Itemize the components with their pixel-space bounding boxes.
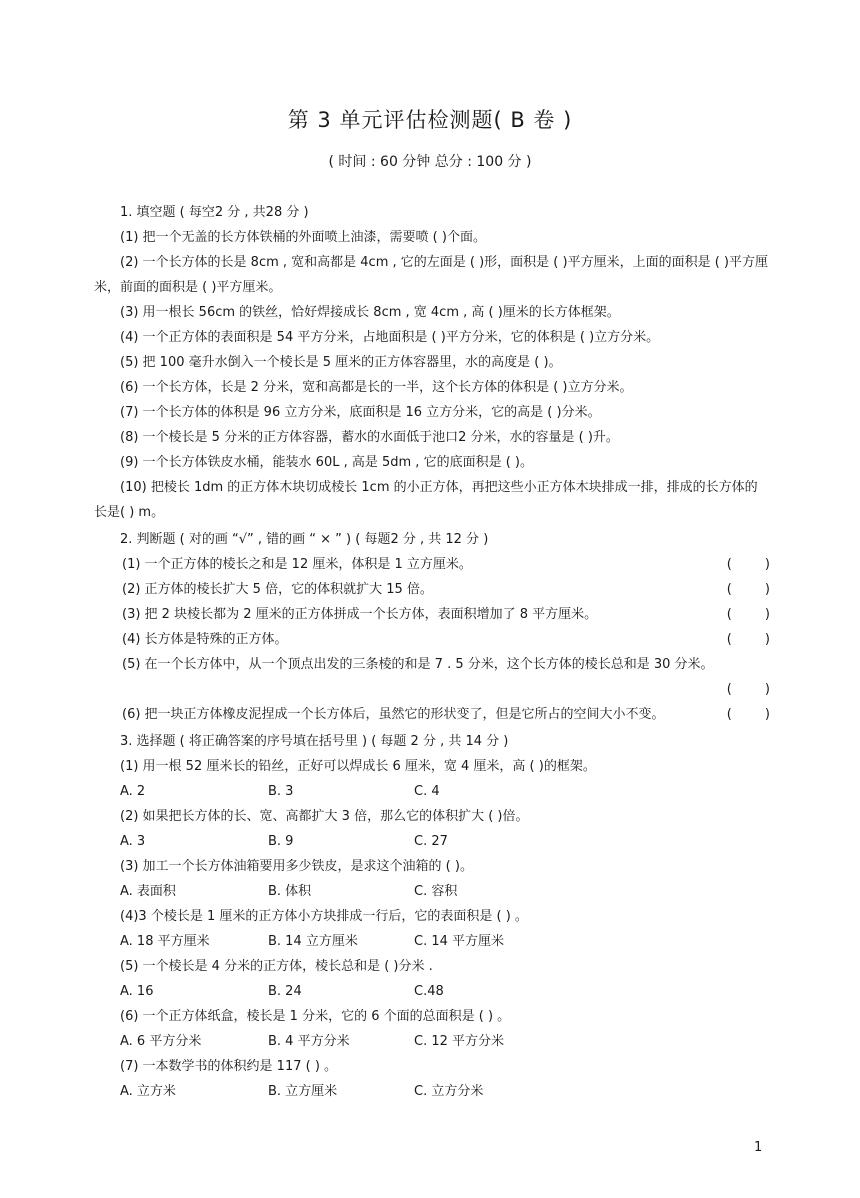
option-c: C. 14 平方厘米 (414, 934, 505, 949)
question: (7) 一个长方体的体积是 96 立方分米，底面积是 16 立方分米，它的高是 ( )分米。 (120, 405, 601, 420)
option-b: B. 立方厘米 (268, 1084, 338, 1099)
question: (9) 一个长方体铁皮水桶，能装水 60L , 高是 5dm , 它的底面积是 ( )。 (120, 455, 533, 470)
option-b: B. 9 (268, 834, 294, 849)
question-text: (2) 正方体的棱长扩大 5 倍，它的体积就扩大 15 倍。 (122, 582, 433, 597)
question: (4) 一个正方体的表面积是 54 平方分米，占地面积是 ( )平方分米，它的体积是 ( )立方分米。 (120, 330, 660, 345)
question: (5) 把 100 毫升水倒入一个棱长是 5 厘米的正方体容器里，水的高度是 ( )。 (120, 355, 562, 370)
question: (2) 一个长方体的长是 8cm , 宽和高都是 4cm , 它的左面是 ( )形，面积是 ( )平方厘米，上面的面积是 ( )平方厘米，前面的面积是 ( )平方厘米。 (94, 255, 768, 295)
judgement-question (94, 552, 770, 577)
option-c: C. 4 (414, 784, 440, 799)
worksheet-content (94, 198, 770, 1104)
option-a: A. 18 平方厘米 (120, 934, 210, 949)
judgement-question (94, 702, 770, 727)
option-b: B. 3 (268, 784, 294, 799)
option-a: A. 3 (120, 834, 146, 849)
question: (8) 一个棱长是 5 分米的正方体容器，蓄水的水面低于池口2 分米，水的容量是 ( )升。 (120, 430, 619, 445)
choice-options (94, 1029, 770, 1054)
question-text: (5) 在一个长方体中，从一个顶点出发的三条棱的和是 7 . 5 分米，这个长方体的棱长总和是 30 分米。 (122, 657, 714, 672)
question-text: (6) 把一块正方体橡皮泥捏成一个长方体后，虽然它的形状变了，但是它所占的空间大小不变。 (122, 707, 665, 722)
question-text: (1) 一个正方体的棱长之和是 12 厘米，体积是 1 立方厘米。 (122, 557, 472, 572)
section-heading: 1. 填空题 ( 每空2 分 , 共28 分 ) (120, 205, 309, 220)
option-b: B. 24 (268, 984, 302, 999)
option-a: A. 表面积 (120, 884, 176, 899)
judgement-question (94, 627, 770, 652)
answer-blank: ( ) (726, 707, 770, 722)
page-subtitle: ( 时间 : 60 分钟 总分 : 100 分 ) (328, 154, 532, 170)
answer-blank: ( ) (726, 682, 770, 697)
choice-question: (5) 一个棱长是 4 分米的正方体，棱长总和是 ( )分米 . (120, 959, 433, 974)
question-text: (3) 把 2 块棱长都为 2 厘米的正方体拼成一个长方体，表面积增加了 8 平方厘米。 (122, 607, 598, 622)
page-title: 第 3 单元评估检测题( B 卷 ) (287, 108, 573, 132)
choice-options (94, 879, 770, 904)
choice-question: (1) 用一根 52 厘米长的铅丝，正好可以焊成长 6 厘米，宽 4 厘米，高 ( )的框架。 (120, 759, 596, 774)
question: (6) 一个长方体，长是 2 分米，宽和高都是长的一半，这个长方体的体积是 ( )立方分米。 (120, 380, 633, 395)
choice-question: (2) 如果把长方体的长、宽、高都扩大 3 倍，那么它的体积扩大 ( )倍。 (120, 809, 529, 824)
option-b: B. 4 平方分米 (268, 1034, 350, 1049)
section-heading: 2. 判断题 ( 对的画 “√” , 错的画 “ × ” ) ( 每题2 分 , 共 12 分 ) (120, 532, 489, 547)
choice-question: (7) 一本数学书的体积约是 117 ( ) 。 (120, 1059, 338, 1074)
option-c: C. 容积 (414, 884, 458, 899)
page-number: 1 (754, 1140, 763, 1155)
question: (1) 把一个无盖的长方体铁桶的外面喷上油漆，需要喷 ( )个面。 (120, 230, 486, 245)
answer-blank: ( ) (726, 607, 770, 622)
option-b: B. 14 立方厘米 (268, 934, 358, 949)
option-c: C. 12 平方分米 (414, 1034, 505, 1049)
option-a: A. 2 (120, 784, 146, 799)
question: (3) 用一根长 56cm 的铁丝，恰好焊接成长 8cm , 宽 4cm , 高 ( )厘米的长方体框架。 (120, 305, 620, 320)
question-text: (4) 长方体是特殊的正方体。 (122, 632, 288, 647)
judgement-question (94, 577, 770, 602)
option-a: A. 6 平方分米 (120, 1034, 202, 1049)
option-c: C. 立方分米 (414, 1084, 484, 1099)
option-a: A. 16 (120, 984, 154, 999)
choice-question: (3) 加工一个长方体油箱要用多少铁皮，是求这个油箱的 ( )。 (120, 859, 473, 874)
question: (10) 把棱长 1dm 的正方体木块切成棱长 1cm 的小正方体，再把这些小正方体木块排成一排，排成的长方体的长是( ) m。 (94, 480, 758, 520)
choice-question: (4)3 个棱长是 1 厘米的正方体小方块排成一行后，它的表面积是 ( ) 。 (120, 909, 528, 924)
judgement-question (94, 652, 770, 702)
choice-question: (6) 一个正方体纸盒，棱长是 1 分米，它的 6 个面的总面积是 ( ) 。 (120, 1009, 511, 1024)
section-heading: 3. 选择题 ( 将正确答案的序号填在括号里 ) ( 每题 2 分 , 共 14 分 ) (120, 734, 509, 749)
judgement-question (94, 602, 770, 627)
choice-options (94, 979, 770, 1004)
option-c: C. 27 (414, 834, 448, 849)
option-b: B. 体积 (268, 884, 312, 899)
choice-options (94, 829, 770, 854)
choice-options (94, 1079, 770, 1104)
answer-blank: ( ) (726, 582, 770, 597)
option-c: C.48 (414, 984, 444, 999)
choice-options (94, 929, 770, 954)
option-a: A. 立方米 (120, 1084, 176, 1099)
choice-options (94, 779, 770, 804)
answer-blank: ( ) (726, 557, 770, 572)
answer-blank: ( ) (726, 632, 770, 647)
